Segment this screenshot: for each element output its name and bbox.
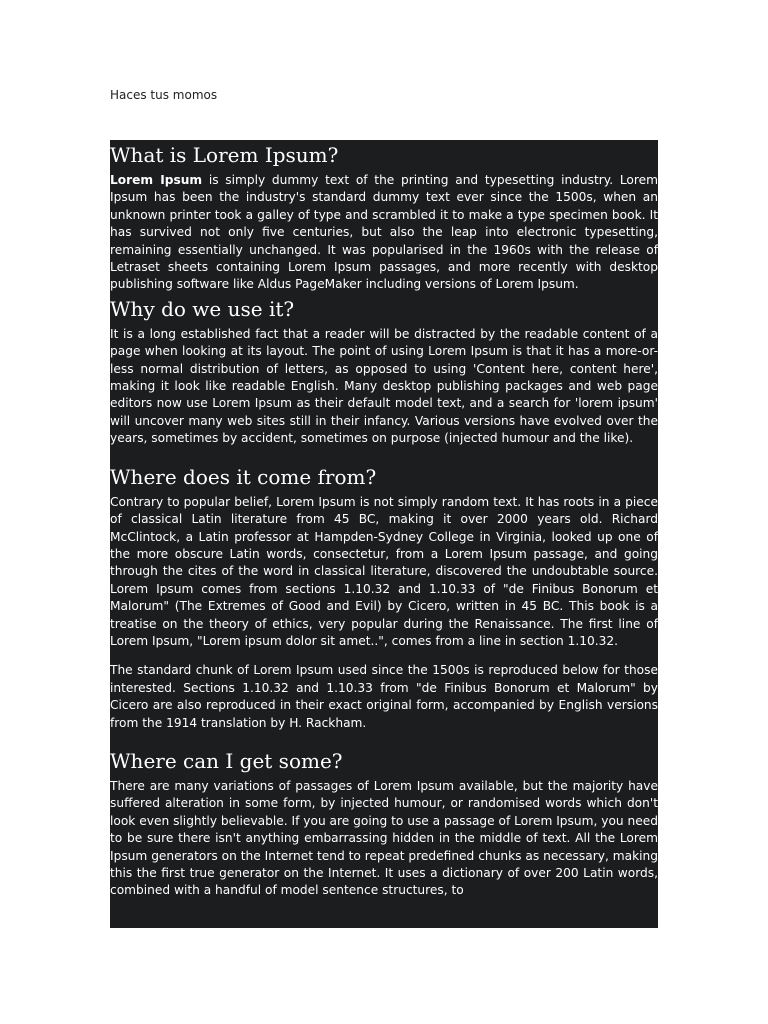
page-heading: Haces tus momos — [110, 88, 218, 102]
content-panel — [110, 140, 658, 928]
section-paragraph-get: There are many variations of passages of Lorem Ipsum available, but the majority have suffered alteration in some form, by injected humour, or randomised words which don't look even slightly believable. If you are going to use a passage of Lorem Ipsum, you need to be sure there isn't anything embarrassing hidden in the middle of text. All the Lorem Ipsum generators on the Internet tend to repeat predefined chunks as necessary, making this the first true generator on the Internet. It uses a dictionary of over 200 Latin words, combined with a handful of model sentence structures, to — [110, 778, 658, 898]
section-get — [110, 748, 658, 900]
lead-term: Lorem Ipsum — [110, 173, 203, 187]
section-paragraph-why: It is a long established fact that a reader will be distracted by the readable content of a page when looking at its layout. The point of using Lorem Ipsum is that it has a more-or-less normal distribution of letters, as opposed to using 'Content here, content here', making it look like readable English. Many desktop publishing packages and web page editors now use Lorem Ipsum as their default model text, and a search for 'lorem ipsum' will uncover many web sites still in their infancy. Various versions have evolved over the years, sometimes by accident, sometimes on purpose (injected humour and the like). — [110, 326, 658, 446]
section-paragraph-where-2: The standard chunk of Lorem Ipsum used since the 1500s is reproduced below for those interested. Sections 1.10.32 and 1.10.33 from "de Finibus Bonorum et Malorum" by Cicero are also reproduced in their exact original form, accompanied by English versions from the 1914 translation by H. Rackham. — [110, 663, 658, 730]
section-title-why: Why do we use it? — [110, 296, 295, 321]
section-where — [110, 464, 658, 732]
section-paragraph-what — [110, 172, 658, 294]
section-why — [110, 296, 658, 448]
section-title-where: Where does it come from? — [110, 464, 377, 489]
section-paragraph-where-1: Contrary to popular belief, Lorem Ipsum is not simply random text. It has roots in a piece of classical Latin literature from 45 BC, making it over 2000 years old. Richard McClintock, a Latin professor at Hampden-Sydney College in Virginia, looked up one of the more obscure Latin words, consectetur, from a Lorem Ipsum passage, and going through the cites of the word in classical literature, discovered the undoubtable source. Lorem Ipsum comes from sections 1.10.32 and 1.10.33 of "de Finibus Bonorum et Malorum" (The Extremes of Good and Evil) by Cicero, written in 45 BC. This book is a treatise on the theory of ethics, very popular during the Renaissance. The first line of Lorem Ipsum, "Lorem ipsum dolor sit amet..", comes from a line in section 1.10.32. — [110, 494, 658, 648]
section-title-get: Where can I get some? — [110, 748, 343, 773]
section-title-what: What is Lorem Ipsum? — [110, 143, 339, 167]
section-paragraph-what-body: is simply dummy text of the printing and typesetting industry. Lorem Ipsum has been the industry's standard dummy text ever since the 1500s, when an unknown printer took a galley of type and scrambled it to make a type specimen book. It has survived not only five centuries, but also the leap into electronic typesetting, remaining essentially unchanged. It was popularised in the 1960s with the release of Letraset sheets containing Lorem Ipsum passages, and more recently with desktop publishing software like Aldus PageMaker including versions of Lorem Ipsum. — [110, 173, 658, 292]
section-what — [110, 142, 658, 294]
